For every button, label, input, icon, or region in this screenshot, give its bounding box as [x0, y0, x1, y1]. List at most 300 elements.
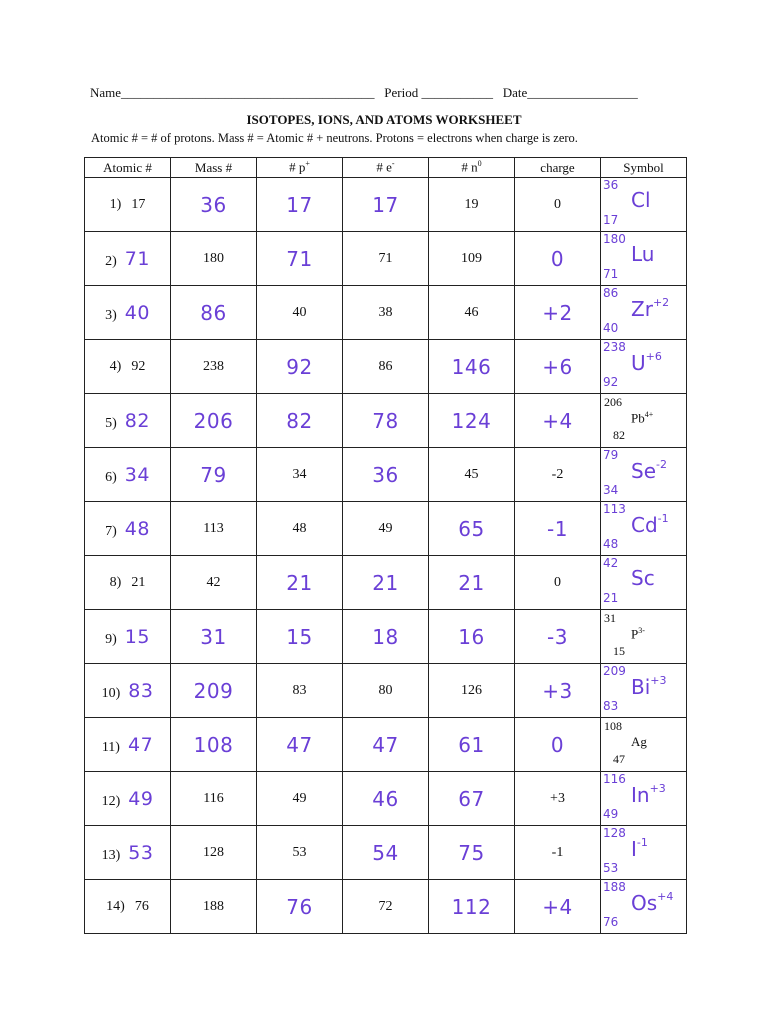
symbol-mass-number: 42: [603, 556, 619, 570]
printed-value: 116: [203, 790, 224, 806]
table-cell[interactable]: [257, 610, 343, 664]
table-cell[interactable]: [171, 340, 257, 394]
symbol-charge: +3: [649, 782, 666, 795]
handwritten-answer: -1: [547, 516, 568, 541]
symbol-element: [631, 566, 655, 590]
printed-value: 80: [378, 682, 393, 698]
symbol-element: [631, 626, 645, 642]
symbol-atomic-number: 40: [603, 321, 619, 335]
table-row: [85, 502, 687, 556]
handwritten-answer: 54: [372, 840, 399, 865]
table-cell[interactable]: [85, 610, 171, 664]
table-cell[interactable]: [85, 718, 171, 772]
table-row: [85, 178, 687, 232]
table-cell[interactable]: [257, 556, 343, 610]
printed-value: 188: [203, 898, 224, 914]
row-number: 13): [101, 847, 121, 863]
handwritten-answer: 209: [193, 678, 234, 703]
table-cell[interactable]: [257, 826, 343, 880]
table-cell[interactable]: [171, 448, 257, 502]
handwritten-answer: +2: [542, 300, 573, 325]
table-cell[interactable]: [429, 556, 515, 610]
symbol-mass-number: 180: [603, 232, 626, 246]
table-cell[interactable]: [257, 502, 343, 556]
handwritten-answer: 65: [458, 516, 485, 541]
symbol-element-letters: Lu: [631, 242, 655, 266]
printed-value: 0: [554, 196, 561, 212]
column-header-superscript: +: [305, 159, 310, 169]
symbol-element-letters: Se: [631, 459, 656, 483]
row-number: 12): [101, 793, 121, 809]
table-cell[interactable]: [171, 286, 257, 340]
table-cell[interactable]: [343, 880, 429, 934]
column-header-label: Mass #: [194, 159, 233, 175]
symbol-atomic-number: 53: [603, 861, 619, 875]
table-header-row: [85, 158, 687, 178]
printed-value: 128: [203, 844, 224, 860]
column-header: [429, 158, 515, 178]
symbol-element: [631, 350, 662, 375]
handwritten-answer: +4: [542, 894, 573, 919]
handwritten-answer: 82: [124, 409, 150, 432]
table-row: [85, 664, 687, 718]
handwritten-answer: 112: [451, 894, 492, 919]
handwritten-answer: 31: [200, 624, 227, 649]
handwritten-answer: +6: [542, 354, 573, 379]
symbol-mass-number: 238: [603, 340, 626, 354]
table-cell[interactable]: [343, 556, 429, 610]
symbol-element: [631, 890, 673, 915]
symbol-cell[interactable]: [601, 718, 687, 772]
table-cell[interactable]: [515, 502, 601, 556]
symbol-element-letters: Cl: [631, 188, 651, 212]
symbol-mass-number: 86: [603, 286, 619, 300]
row-number: 7): [105, 523, 117, 539]
symbol-cell[interactable]: [601, 610, 687, 664]
handwritten-answer: 49: [128, 787, 154, 810]
table-cell[interactable]: [171, 394, 257, 448]
handwritten-answer: 82: [286, 408, 313, 433]
column-header: [85, 158, 171, 178]
handwritten-answer: 67: [458, 786, 485, 811]
worksheet-table: [84, 157, 687, 934]
table-cell[interactable]: [343, 502, 429, 556]
table-row: [85, 880, 687, 934]
handwritten-answer: 71: [124, 247, 150, 270]
symbol-element-letters: I: [631, 837, 637, 861]
table-cell[interactable]: [515, 826, 601, 880]
symbol-cell[interactable]: [601, 826, 687, 880]
column-header-label: charge: [540, 159, 575, 175]
table-cell[interactable]: [515, 232, 601, 286]
column-header-label: # p: [289, 159, 306, 175]
table-cell[interactable]: [429, 448, 515, 502]
symbol-mass-number: 36: [603, 178, 619, 192]
row-number: 1): [109, 196, 122, 212]
table-cell[interactable]: [515, 556, 601, 610]
table-cell[interactable]: [343, 232, 429, 286]
symbol-atomic-number: 71: [603, 267, 619, 281]
printed-value: 53: [292, 844, 307, 860]
table-cell[interactable]: [85, 448, 171, 502]
table-row: [85, 772, 687, 826]
printed-value: 76: [134, 898, 149, 914]
handwritten-answer: 75: [458, 840, 485, 865]
handwritten-answer: 53: [128, 841, 154, 864]
symbol-atomic-number: 92: [603, 375, 619, 389]
handwritten-answer: 21: [372, 570, 399, 595]
column-header-superscript: -: [391, 159, 395, 169]
printed-value: 46: [464, 304, 479, 320]
table-cell[interactable]: [85, 394, 171, 448]
table-cell[interactable]: [429, 232, 515, 286]
symbol-charge: +4: [657, 890, 674, 903]
worksheet-instructions: Atomic # = # of protons. Mass # = Atomic # + neutrons. Protons = electrons when charge is zero.: [91, 131, 578, 145]
printed-value: 86: [378, 358, 393, 374]
symbol-element-letters: Ag: [631, 734, 647, 749]
table-cell[interactable]: [515, 880, 601, 934]
symbol-element: [631, 674, 667, 699]
symbol-element: [631, 188, 651, 212]
table-cell[interactable]: [257, 394, 343, 448]
symbol-cell[interactable]: [601, 556, 687, 610]
symbol-mass-number: 31: [604, 611, 616, 625]
printed-value: 45: [464, 466, 479, 482]
table-row: [85, 394, 687, 448]
table-cell[interactable]: [343, 718, 429, 772]
table-cell[interactable]: [85, 772, 171, 826]
table-cell[interactable]: [171, 664, 257, 718]
table-cell[interactable]: [343, 286, 429, 340]
handwritten-answer: 47: [286, 732, 313, 757]
table-cell[interactable]: [85, 340, 171, 394]
row-number: 2): [105, 253, 117, 269]
symbol-cell[interactable]: [601, 502, 687, 556]
table-cell[interactable]: [515, 772, 601, 826]
header-fields: [90, 85, 638, 101]
table-cell[interactable]: [429, 772, 515, 826]
handwritten-answer: 146: [451, 354, 492, 379]
symbol-element: [631, 782, 666, 807]
table-cell[interactable]: [515, 664, 601, 718]
handwritten-answer: 15: [124, 625, 150, 648]
table-cell[interactable]: [257, 664, 343, 718]
worksheet-title: ISOTOPES, IONS, AND ATOMS WORKSHEET: [246, 112, 522, 127]
table-cell[interactable]: [429, 340, 515, 394]
column-header: [601, 158, 687, 178]
symbol-cell[interactable]: [601, 880, 687, 934]
printed-value: 38: [378, 304, 393, 320]
symbol-charge: +6: [645, 350, 662, 363]
handwritten-answer: -3: [547, 624, 568, 649]
table-cell[interactable]: [171, 718, 257, 772]
symbol-element: [631, 296, 669, 321]
handwritten-answer: 46: [372, 786, 399, 811]
table-row: [85, 340, 687, 394]
symbol-mass-number: 206: [604, 395, 622, 409]
table-cell[interactable]: [515, 286, 601, 340]
table-cell[interactable]: [429, 826, 515, 880]
symbol-mass-number: 113: [603, 502, 626, 516]
symbol-mass-number: 108: [604, 719, 622, 733]
symbol-atomic-number: 82: [613, 428, 625, 442]
table-cell[interactable]: [343, 394, 429, 448]
symbol-element: [631, 242, 654, 266]
handwritten-answer: 61: [458, 732, 485, 757]
symbol-element-letters: Sc: [631, 566, 655, 590]
printed-value: 126: [461, 682, 482, 698]
table-row: [85, 610, 687, 664]
column-header-label: Symbol: [623, 159, 664, 175]
handwritten-answer: 21: [286, 570, 313, 595]
table-cell[interactable]: [85, 664, 171, 718]
printed-value: 19: [464, 196, 479, 212]
symbol-element: [631, 734, 647, 750]
table-cell[interactable]: [171, 880, 257, 934]
column-header: [257, 158, 343, 178]
table-cell[interactable]: [429, 502, 515, 556]
symbol-charge: -2: [656, 458, 667, 471]
table-row: [85, 286, 687, 340]
table-cell[interactable]: [515, 718, 601, 772]
printed-value: 109: [461, 250, 482, 266]
table-cell[interactable]: [343, 448, 429, 502]
printed-value: 49: [378, 520, 393, 536]
printed-value: 21: [131, 574, 146, 590]
handwritten-answer: 47: [127, 733, 154, 756]
table-cell[interactable]: [429, 178, 515, 232]
handwritten-answer: 36: [372, 462, 399, 487]
printed-value: -2: [551, 466, 564, 482]
table-cell[interactable]: [257, 340, 343, 394]
table-cell[interactable]: [343, 826, 429, 880]
symbol-element-letters: Bi: [631, 675, 651, 699]
table-cell[interactable]: [171, 610, 257, 664]
symbol-cell[interactable]: [601, 448, 687, 502]
handwritten-answer: 18: [372, 624, 399, 649]
handwritten-answer: 47: [372, 732, 399, 757]
table-cell[interactable]: [171, 502, 257, 556]
row-number: 8): [109, 574, 122, 590]
symbol-atomic-number: 47: [613, 752, 625, 766]
table-cell[interactable]: [171, 232, 257, 286]
row-number: 14): [106, 898, 125, 914]
printed-value: 34: [292, 466, 307, 482]
handwritten-answer: 78: [372, 408, 399, 433]
symbol-atomic-number: 21: [603, 591, 619, 605]
handwritten-answer: 34: [124, 463, 150, 486]
symbol-element: [631, 836, 648, 861]
printed-value: 0: [554, 574, 561, 590]
period-field-label[interactable]: Period ___________: [384, 85, 493, 100]
table-cell[interactable]: [429, 394, 515, 448]
table-cell[interactable]: [85, 286, 171, 340]
table-cell[interactable]: [85, 232, 171, 286]
table-cell[interactable]: [171, 178, 257, 232]
date-field-label[interactable]: Date_________________: [502, 85, 638, 100]
table-cell[interactable]: [85, 826, 171, 880]
symbol-charge: 4+: [644, 410, 654, 419]
table-cell[interactable]: [171, 826, 257, 880]
handwritten-answer: 76: [286, 894, 313, 919]
handwritten-answer: 71: [286, 246, 313, 271]
printed-value: 49: [292, 790, 307, 806]
symbol-atomic-number: 17: [603, 213, 619, 227]
printed-value: -1: [551, 844, 564, 860]
symbol-charge: 3-: [638, 626, 645, 635]
table-row: [85, 448, 687, 502]
table-cell[interactable]: [85, 880, 171, 934]
handwritten-answer: 83: [128, 679, 154, 702]
row-number: 10): [101, 685, 121, 701]
symbol-atomic-number: 83: [603, 699, 619, 713]
symbol-charge: +2: [652, 296, 670, 309]
table-row: [85, 718, 687, 772]
symbol-element-letters: U: [631, 351, 646, 375]
symbol-atomic-number: 49: [603, 807, 619, 821]
column-header: [343, 158, 429, 178]
symbol-mass-number: 209: [603, 664, 626, 678]
symbol-charge: -1: [636, 836, 648, 849]
symbol-element: [631, 410, 653, 426]
symbol-atomic-number: 15: [613, 644, 625, 658]
table-cell[interactable]: [171, 772, 257, 826]
printed-value: 17: [131, 196, 146, 212]
table-cell[interactable]: [257, 718, 343, 772]
column-header-label: # n: [461, 159, 478, 175]
column-header-superscript: 0: [477, 159, 482, 169]
column-header: [515, 158, 601, 178]
table-cell[interactable]: [515, 610, 601, 664]
handwritten-answer: 15: [286, 624, 313, 649]
symbol-element-letters: In: [631, 783, 650, 807]
table-cell[interactable]: [85, 556, 171, 610]
table-cell[interactable]: [515, 340, 601, 394]
table-cell[interactable]: [343, 340, 429, 394]
table-cell[interactable]: [429, 286, 515, 340]
handwritten-answer: +3: [542, 678, 573, 703]
handwritten-answer: 21: [458, 570, 485, 595]
handwritten-answer: 0: [550, 732, 565, 757]
symbol-cell[interactable]: [601, 178, 687, 232]
symbol-charge: +3: [650, 674, 667, 687]
symbol-element-letters: P: [631, 626, 639, 642]
printed-value: 42: [206, 574, 221, 590]
table-cell[interactable]: [429, 664, 515, 718]
printed-value: 71: [378, 250, 393, 266]
row-number: 5): [105, 415, 117, 431]
row-number: 9): [105, 631, 117, 647]
symbol-mass-number: 79: [603, 448, 619, 462]
handwritten-answer: +4: [542, 408, 573, 433]
table-row: [85, 232, 687, 286]
handwritten-answer: 92: [286, 354, 313, 379]
row-number: 11): [101, 739, 120, 755]
symbol-cell[interactable]: [601, 286, 687, 340]
table-row: [85, 556, 687, 610]
symbol-cell[interactable]: [601, 394, 687, 448]
symbol-cell[interactable]: [601, 340, 687, 394]
name-field-label[interactable]: Name_______________________________________: [90, 85, 375, 100]
printed-value: 180: [203, 250, 224, 266]
table-row: [85, 826, 687, 880]
symbol-mass-number: 116: [603, 772, 626, 786]
printed-value: 72: [378, 898, 393, 914]
table-cell[interactable]: [343, 610, 429, 664]
table-cell[interactable]: [429, 880, 515, 934]
table-cell[interactable]: [343, 664, 429, 718]
table-cell[interactable]: [257, 880, 343, 934]
column-header-label: # e: [376, 159, 392, 175]
table-cell[interactable]: [343, 772, 429, 826]
table-cell[interactable]: [257, 448, 343, 502]
row-number: 4): [109, 358, 122, 374]
symbol-cell[interactable]: [601, 772, 687, 826]
table-cell[interactable]: [429, 610, 515, 664]
table-cell[interactable]: [85, 502, 171, 556]
symbol-element: [631, 512, 669, 537]
handwritten-answer: 108: [193, 732, 234, 757]
symbol-cell[interactable]: [601, 232, 687, 286]
printed-value: 48: [292, 520, 307, 536]
handwritten-answer: 0: [550, 246, 565, 271]
row-number: 3): [105, 307, 117, 323]
handwritten-answer: 36: [200, 192, 227, 217]
handwritten-answer: 124: [451, 408, 492, 433]
column-header: [171, 158, 257, 178]
symbol-element: [631, 458, 667, 483]
symbol-mass-number: 188: [603, 880, 626, 894]
symbol-atomic-number: 48: [603, 537, 619, 551]
symbol-element-letters: Zr: [631, 297, 653, 321]
printed-value: 83: [292, 682, 307, 698]
table-cell[interactable]: [171, 556, 257, 610]
table-cell[interactable]: [257, 772, 343, 826]
table-cell[interactable]: [343, 178, 429, 232]
handwritten-answer: 17: [286, 192, 313, 217]
symbol-cell[interactable]: [601, 664, 687, 718]
printed-value: 40: [292, 304, 307, 320]
handwritten-answer: 206: [193, 408, 234, 433]
printed-value: 113: [203, 520, 224, 536]
column-header-label: Atomic #: [103, 159, 152, 175]
handwritten-answer: 40: [124, 301, 150, 324]
handwritten-answer: 16: [458, 624, 485, 649]
symbol-element-letters: Pb: [631, 410, 645, 426]
table-cell[interactable]: [257, 178, 343, 232]
printed-value: 238: [203, 358, 224, 374]
table-cell[interactable]: [515, 178, 601, 232]
handwritten-answer: 79: [200, 462, 227, 487]
table-cell[interactable]: [429, 718, 515, 772]
symbol-atomic-number: 34: [603, 483, 619, 497]
table-cell[interactable]: [515, 448, 601, 502]
symbol-element-letters: Os: [631, 891, 658, 915]
handwritten-answer: 48: [124, 517, 150, 540]
printed-value: 92: [131, 358, 146, 374]
row-number: 6): [105, 469, 117, 485]
handwritten-answer: 86: [200, 300, 227, 325]
symbol-charge: -1: [657, 512, 669, 525]
symbol-element-letters: Cd: [631, 513, 658, 537]
table-cell[interactable]: [257, 232, 343, 286]
table-cell[interactable]: [85, 178, 171, 232]
table-cell[interactable]: [515, 394, 601, 448]
symbol-atomic-number: 76: [603, 915, 619, 929]
table-body: [85, 178, 687, 934]
symbol-mass-number: 128: [603, 826, 626, 840]
table-cell[interactable]: [257, 286, 343, 340]
